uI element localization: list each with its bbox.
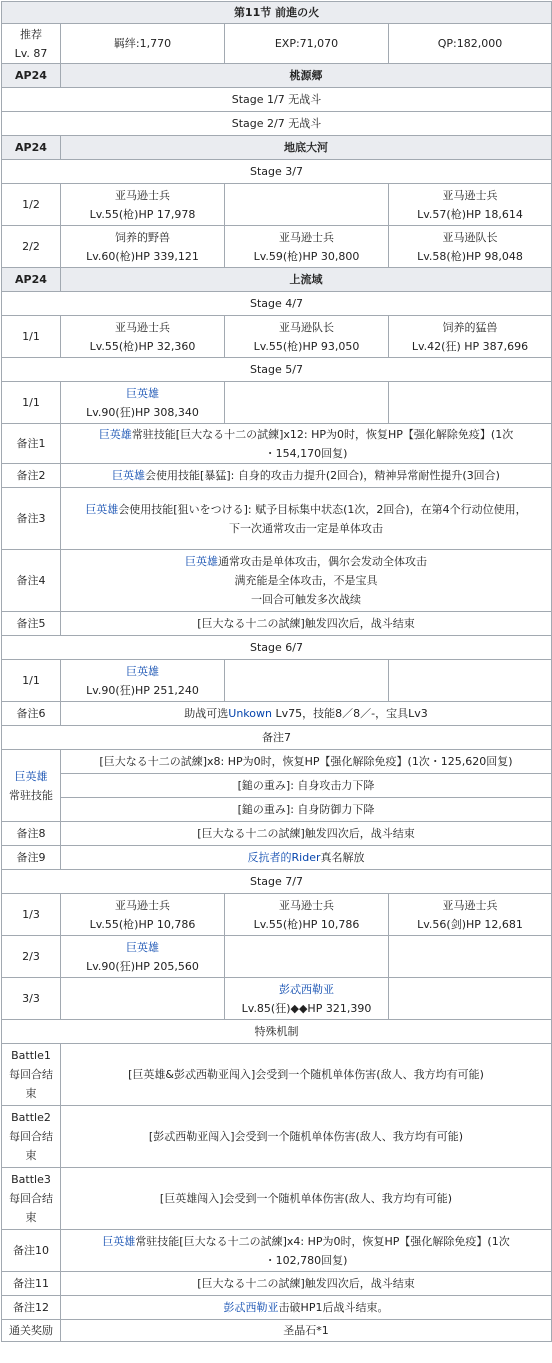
enemy-name: 亚马逊士兵 bbox=[279, 898, 334, 912]
enemy-cell bbox=[61, 660, 225, 702]
enemy-stats: Lv.55(枪)HP 10,786 bbox=[89, 917, 196, 931]
stage-header: Stage 4/7 bbox=[2, 292, 552, 316]
note-label: 备注4 bbox=[2, 550, 61, 612]
empty-cell bbox=[225, 660, 389, 702]
note-text: 彭忒西勒亚击破HP1后战斗结束。 bbox=[61, 1296, 552, 1320]
empty-cell bbox=[389, 382, 552, 424]
enemy-stats: Lv.57(枪)HP 18,614 bbox=[417, 207, 523, 221]
enemy-name-link[interactable]: 巨英雄 bbox=[126, 664, 159, 678]
enemy-name: 亚马逊士兵 bbox=[442, 898, 498, 912]
note-text: [巨大なる十二の試練]触发四次后，战斗结束 bbox=[61, 1272, 552, 1296]
empty-cell bbox=[389, 978, 552, 1020]
area-name: 上流域 bbox=[61, 268, 552, 292]
enemy-stats: Lv.60(枪)HP 339,121 bbox=[86, 249, 199, 263]
area-name: 桃源郷 bbox=[61, 64, 552, 88]
enemy-name: 亚马逊士兵 bbox=[442, 188, 498, 202]
stage-header: Stage 2/7 无战斗 bbox=[2, 112, 552, 136]
note-label: 备注2 bbox=[2, 464, 61, 488]
enemy-stats: Lv.85(狂)◆◆HP 321,390 bbox=[241, 1001, 372, 1015]
enemy-cell bbox=[389, 316, 552, 358]
enemy-cell bbox=[61, 936, 225, 978]
ap-cost: AP24 bbox=[2, 268, 61, 292]
empty-cell bbox=[61, 978, 225, 1020]
quest-title: 第11节 前進の火 bbox=[2, 2, 552, 24]
empty-cell bbox=[389, 660, 552, 702]
enemy-name: 亚马逊士兵 bbox=[115, 898, 170, 912]
note-text: 助战可选Unkown Lv75，技能8／8／-，宝具Lv3 bbox=[61, 702, 552, 726]
skill-line: [巨大なる十二の試練]x8: HP为0时，恢复HP【强化解除免疫】(1次・125,620回复) bbox=[61, 750, 552, 774]
reward-value: 圣晶石*1 bbox=[61, 1320, 552, 1342]
enemy-stats: Lv.56(剑)HP 12,681 bbox=[417, 917, 523, 931]
bond-reward: 羁绊:1,770 bbox=[61, 24, 225, 64]
note-label: 备注8 bbox=[2, 822, 61, 846]
wave-label: 3/3 bbox=[2, 978, 61, 1020]
recommend-label: 推荐 bbox=[20, 27, 42, 41]
note-text: [巨大なる十二の試練]触发四次后，战斗结束 bbox=[61, 822, 552, 846]
wave-label: 2/3 bbox=[2, 936, 61, 978]
wave-label: 1/1 bbox=[2, 382, 61, 424]
note-text: 巨英雄常驻技能[巨大なる十二の試練]x4: HP为0时，恢复HP【强化解除免疫】(1次 ・102,780回复) bbox=[61, 1230, 552, 1272]
note-text: 巨英雄常驻技能[巨大なる十二の試練]x12: HP为0时，恢复HP【强化解除免疫】(1次 ・154,170回复) bbox=[61, 424, 552, 464]
stage-header: Stage 6/7 bbox=[2, 636, 552, 660]
recommend-cell bbox=[2, 24, 61, 64]
exp-reward: EXP:71,070 bbox=[225, 24, 389, 64]
note-label: 备注9 bbox=[2, 846, 61, 870]
stage-header: Stage 5/7 bbox=[2, 358, 552, 382]
battle-label: Battle1 每回合结 束 bbox=[2, 1044, 61, 1106]
battle-label: Battle3 每回合结 束 bbox=[2, 1168, 61, 1230]
enemy-name-link[interactable]: 巨英雄 bbox=[126, 940, 159, 954]
servant-link[interactable]: 巨英雄 bbox=[85, 502, 119, 516]
note-label: 备注5 bbox=[2, 612, 61, 636]
enemy-cell bbox=[225, 226, 389, 268]
enemy-stats: Lv.90(狂)HP 205,560 bbox=[86, 959, 199, 973]
wave-label: 1/2 bbox=[2, 184, 61, 226]
enemy-cell bbox=[225, 316, 389, 358]
enemy-name: 亚马逊士兵 bbox=[279, 230, 334, 244]
servant-link[interactable]: 巨英雄 bbox=[98, 427, 132, 441]
enemy-name-link[interactable]: 巨英雄 bbox=[126, 386, 159, 400]
stage-header: Stage 7/7 bbox=[2, 870, 552, 894]
enemy-cell bbox=[225, 894, 389, 936]
enemy-stats: Lv.90(狂)HP 308,340 bbox=[86, 405, 199, 419]
enemy-stats: Lv.55(枪)HP 32,360 bbox=[89, 339, 196, 353]
enemy-stats: Lv.59(枪)HP 30,800 bbox=[253, 249, 360, 263]
note-text: 巨英雄会使用技能[暴猛]: 自身的攻击力提升(2回合)，精神异常耐性提升(3回合) bbox=[61, 464, 552, 488]
enemy-name: 亚马逊士兵 bbox=[115, 188, 170, 202]
enemy-name-link[interactable]: 彭忒西勒亚 bbox=[279, 982, 334, 996]
ap-cost: AP24 bbox=[2, 64, 61, 88]
servant-link[interactable]: 巨英雄 bbox=[102, 1234, 136, 1248]
enemy-stats: Lv.58(枪)HP 98,048 bbox=[417, 249, 523, 263]
enemy-cell bbox=[225, 978, 389, 1020]
servant-link[interactable]: 巨英雄 bbox=[112, 469, 146, 482]
wave-label: 2/2 bbox=[2, 226, 61, 268]
empty-cell bbox=[225, 936, 389, 978]
enemy-cell bbox=[389, 894, 552, 936]
enemy-name: 亚马逊队长 bbox=[442, 230, 498, 244]
qp-reward: QP:182,000 bbox=[389, 24, 552, 64]
mechanic-text: [巨英雄闯入]会受到一个随机单体伤害(敌人、我方均有可能) bbox=[61, 1168, 552, 1230]
enemy-stats: Lv.90(狂)HP 251,240 bbox=[86, 683, 199, 697]
special-header: 特殊机制 bbox=[2, 1020, 552, 1044]
ap-cost: AP24 bbox=[2, 136, 61, 160]
support-link[interactable]: Unkown bbox=[228, 707, 272, 720]
enemy-name: 饲养的野兽 bbox=[115, 230, 170, 244]
servant-link[interactable]: 巨英雄 bbox=[185, 555, 218, 568]
wave-label: 1/3 bbox=[2, 894, 61, 936]
enemy-cell bbox=[389, 226, 552, 268]
battle-label: Battle2 每回合结 束 bbox=[2, 1106, 61, 1168]
servant-link[interactable]: 反抗者的Rider bbox=[247, 851, 321, 864]
mechanic-text: [彭忒西勒亚闯入]会受到一个随机单体伤害(敌人、我方均有可能) bbox=[61, 1106, 552, 1168]
enemy-name: 亚马逊士兵 bbox=[115, 320, 170, 334]
stage-header: Stage 1/7 无战斗 bbox=[2, 88, 552, 112]
note-label: 备注3 bbox=[2, 488, 61, 550]
skill-side-label: 巨英雄 常驻技能 bbox=[2, 750, 61, 822]
skill-line: [鎚の重み]: 自身攻击力下降 bbox=[61, 774, 552, 798]
reward-label: 通关奖励 bbox=[2, 1320, 61, 1342]
quest-table bbox=[1, 1, 552, 1342]
note-label: 备注12 bbox=[2, 1296, 61, 1320]
empty-cell bbox=[225, 184, 389, 226]
stage-header: Stage 3/7 bbox=[2, 160, 552, 184]
empty-cell bbox=[389, 936, 552, 978]
enemy-cell bbox=[389, 184, 552, 226]
note-text: [巨大なる十二の試練]触发四次后，战斗结束 bbox=[61, 612, 552, 636]
note-label: 备注11 bbox=[2, 1272, 61, 1296]
enemy-name: 亚马逊队长 bbox=[279, 320, 334, 334]
enemy-cell bbox=[61, 316, 225, 358]
note-label: 备注1 bbox=[2, 424, 61, 464]
recommend-level: Lv. 87 bbox=[14, 46, 48, 60]
note-text: 巨英雄通常攻击是单体攻击，偶尔会发动全体攻击 满充能是全体攻击，不是宝具 一回合可触发多次战续 bbox=[61, 550, 552, 612]
wave-label: 1/1 bbox=[2, 660, 61, 702]
note-text: 反抗者的Rider真名解放 bbox=[61, 846, 552, 870]
area-name: 地底大河 bbox=[61, 136, 552, 160]
enemy-stats: Lv.55(枪)HP 93,050 bbox=[253, 339, 360, 353]
wave-label: 1/1 bbox=[2, 316, 61, 358]
enemy-stats: Lv.55(枪)HP 10,786 bbox=[253, 917, 360, 931]
enemy-stats: Lv.42(狂) HP 387,696 bbox=[411, 339, 529, 353]
note-header: 备注7 bbox=[2, 726, 552, 750]
empty-cell bbox=[225, 382, 389, 424]
servant-link[interactable]: 彭忒西勒亚 bbox=[223, 1301, 279, 1314]
enemy-cell bbox=[61, 184, 225, 226]
servant-link[interactable]: 巨英雄 bbox=[14, 769, 48, 783]
enemy-cell bbox=[61, 894, 225, 936]
skill-line: [鎚の重み]: 自身防御力下降 bbox=[61, 798, 552, 822]
enemy-cell bbox=[61, 226, 225, 268]
enemy-stats: Lv.55(枪)HP 17,978 bbox=[89, 207, 196, 221]
mechanic-text: [巨英雄&彭忒西勒亚闯入]会受到一个随机单体伤害(敌人、我方均有可能) bbox=[61, 1044, 552, 1106]
note-label: 备注10 bbox=[2, 1230, 61, 1272]
note-text: 巨英雄会使用技能[狙いをつける]: 赋予目标集中状态(1次，2回合)，在第4个行动位使用， 下一次通常攻击一定是单体攻击 bbox=[61, 488, 552, 550]
note-label: 备注6 bbox=[2, 702, 61, 726]
enemy-cell bbox=[61, 382, 225, 424]
enemy-name: 饲养的猛兽 bbox=[442, 320, 498, 334]
